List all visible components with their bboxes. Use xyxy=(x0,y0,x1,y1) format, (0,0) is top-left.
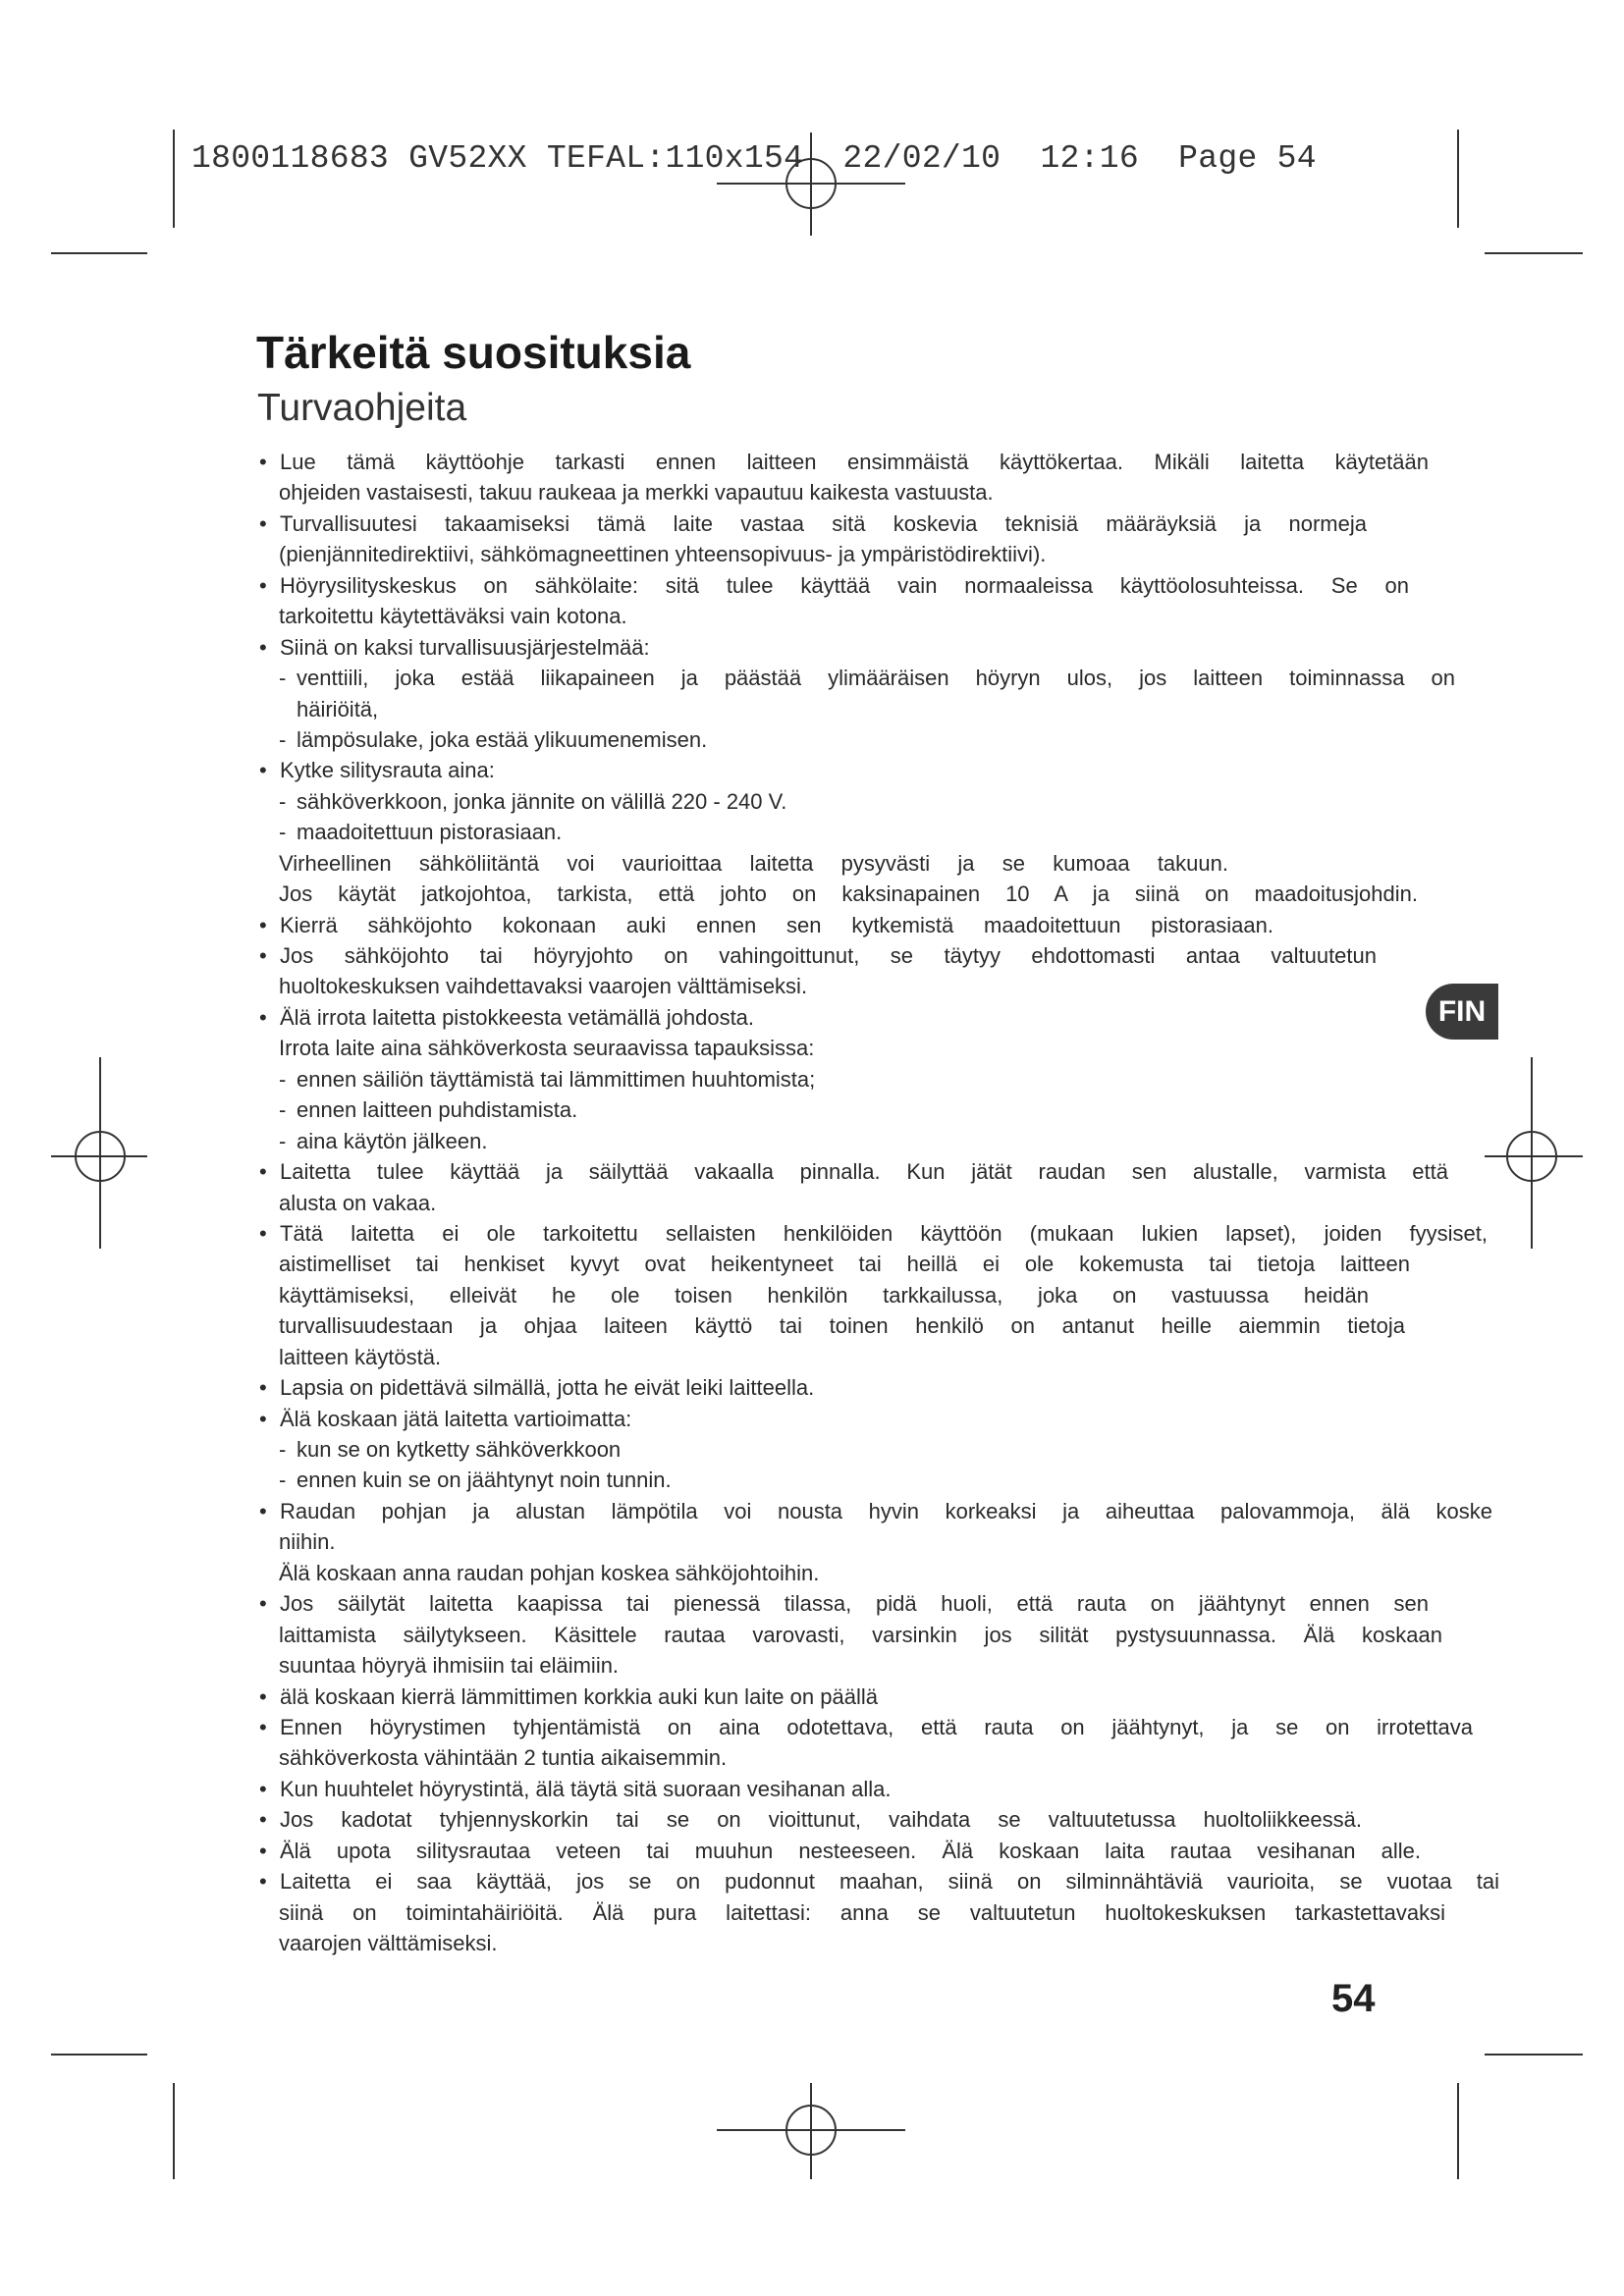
item-text: vaarojen välttämiseksi. xyxy=(279,1931,498,1955)
item-text: suuntaa höyryä ihmisiin tai eläimiin. xyxy=(279,1653,620,1679)
item-line xyxy=(0,1836,1624,1866)
dash-marker: - xyxy=(279,1468,287,1493)
item-text: ohjeiden vastaisesti, takuu raukeaa ja merkki vapautuu kaikesta vastuusta. xyxy=(279,480,994,506)
dash-marker: - xyxy=(279,1437,287,1462)
item-text: Raudan pohjan ja alustan lämpötila voi nousta hyvin korkeaksi ja aiheuttaa palovammoja, älä koske xyxy=(280,1498,1492,1523)
bullet-marker: • xyxy=(259,1683,267,1709)
item-line xyxy=(0,1156,1624,1187)
bullet-marker: • xyxy=(259,1159,267,1185)
sub-item-line xyxy=(0,1434,1624,1465)
item-line xyxy=(0,1310,1624,1341)
bullet-marker: • xyxy=(259,1838,267,1863)
sub-item-line xyxy=(0,817,1624,847)
dash-marker: - xyxy=(279,1066,287,1092)
safety-item xyxy=(0,1712,1624,1774)
item-text: aistimelliset tai henkiset kyvyt ovat heikentyneet tai heillä ei ole kokemusta tai tietoja laitteen xyxy=(279,1252,1410,1277)
page-number: 54 xyxy=(1331,1977,1376,2020)
safety-instructions xyxy=(0,447,1624,1958)
item-line xyxy=(0,1526,1624,1557)
safety-item xyxy=(0,570,1624,632)
item-text: Älä koskaan jätä laitetta vartioimatta: xyxy=(280,1406,632,1431)
item-text: Höyrysilityskeskus on sähkölaite: sitä tulee käyttää vain normaaleissa käyttöolosuhteissa. Se on xyxy=(280,572,1409,598)
item-text: Turvallisuutesi takaamiseksi tämä laite vastaa sitä koskevia teknisiä määräyksiä ja normeja xyxy=(280,510,1367,536)
item-text: alusta on vakaa. xyxy=(279,1190,437,1215)
item-line xyxy=(0,1558,1624,1588)
item-line xyxy=(0,1188,1624,1218)
item-line xyxy=(0,1620,1624,1650)
item-text: tarkoitettu käytettäväksi vain kotona. xyxy=(279,604,627,629)
bullet-marker: • xyxy=(259,1375,267,1401)
item-line xyxy=(0,971,1624,1001)
item-line xyxy=(0,601,1624,631)
bullet-marker: • xyxy=(259,510,267,536)
sub-item-text: kun se on kytketty sähköverkkoon xyxy=(297,1437,622,1462)
item-text: älä koskaan kierrä lämmittimen korkkia auki kun laite on päällä xyxy=(280,1683,878,1709)
item-line xyxy=(0,1742,1624,1773)
safety-item xyxy=(0,632,1624,756)
item-line xyxy=(0,1650,1624,1681)
item-line xyxy=(0,910,1624,940)
safety-item xyxy=(0,1002,1624,1156)
item-text: Jos säilytät laitetta kaapissa tai pienessä tilassa, pidä huoli, että rauta on jäähtynyt ennen sen xyxy=(280,1591,1429,1617)
item-text: Laitetta ei saa käyttää, jos se on pudonnut maahan, siinä on silminnähtäviä vaurioita, se vuotaa tai xyxy=(280,1869,1499,1895)
safety-item xyxy=(0,1496,1624,1588)
item-line xyxy=(0,477,1624,507)
sub-item-text: aina käytön jälkeen. xyxy=(297,1128,488,1153)
item-text: Lue tämä käyttöohje tarkasti ennen laitteen ensimmäistä käyttökertaa. Mikäli laitetta käytetään xyxy=(280,450,1429,474)
sub-item-text: ennen kuin se on jäähtynyt noin tunnin. xyxy=(297,1468,672,1493)
item-text: Jos kadotat tyhjennyskorkin tai se on vioittunut, vaihdata se valtuutetussa huoltoliikkeessä. xyxy=(280,1807,1362,1833)
bullet-marker: • xyxy=(259,943,267,968)
sub-item-text: venttiili, joka estää liikapaineen ja päästää ylimääräisen höyryn ulos, jos laitteen toiminnassa on xyxy=(297,666,1455,691)
item-text: turvallisuudestaan ja ohjaa laiteen käyttö tai toinen henkilö on antanut heille aiemmin tietoja xyxy=(279,1313,1405,1339)
page-title: Tärkeitä suosituksia xyxy=(256,327,691,378)
sub-item-line xyxy=(0,663,1624,693)
dash-marker: - xyxy=(279,1128,287,1153)
item-line xyxy=(0,1404,1624,1434)
section-subtitle: Turvaohjeita xyxy=(257,387,467,429)
item-line xyxy=(0,539,1624,569)
item-text: laittamista säilytykseen. Käsittele rautaa varovasti, varsinkin jos silität pystysuunnassa. Älä koskaan xyxy=(279,1622,1442,1647)
sub-item-line xyxy=(0,1064,1624,1095)
item-line xyxy=(0,1002,1624,1033)
bullet-marker: • xyxy=(259,1406,267,1431)
item-line xyxy=(0,1588,1624,1619)
item-line xyxy=(0,570,1624,601)
item-line xyxy=(0,940,1624,971)
item-text: niihin. xyxy=(279,1529,336,1555)
bullet-marker: • xyxy=(259,1498,267,1523)
sub-item-text: ennen säiliön täyttämistä tai lämmittimen huuhtomista; xyxy=(297,1066,816,1092)
sub-item-line xyxy=(0,1465,1624,1495)
sub-item-text: ennen laitteen puhdistamista. xyxy=(297,1097,578,1123)
item-line xyxy=(0,508,1624,539)
print-slug: 1800118683 GV52XX TEFAL:110x154 22/02/10 12:16 Page 54 xyxy=(191,140,1317,177)
item-line xyxy=(0,1866,1624,1896)
item-line xyxy=(0,755,1624,785)
safety-item xyxy=(0,447,1624,508)
item-text: Jos käytät jatkojohtoa, tarkista, että johto on kaksinapainen 10 A ja siinä on maadoitusjohdin. xyxy=(279,881,1418,907)
item-line xyxy=(0,1342,1624,1372)
bullet-marker: • xyxy=(259,1004,267,1030)
item-text: Ennen höyrystimen tyhjentämistä on aina odotettava, että rauta on jäähtynyt, ja se on irrotettava xyxy=(280,1714,1473,1739)
sub-item-text: sähköverkkoon, jonka jännite on välillä 220 - 240 V. xyxy=(297,788,787,814)
safety-item xyxy=(0,1682,1624,1712)
bullet-marker: • xyxy=(259,1220,267,1246)
item-line xyxy=(0,1897,1624,1928)
item-text: huoltokeskuksen vaihdettavaksi vaarojen välttämiseksi. xyxy=(279,974,808,999)
bullet-marker: • xyxy=(259,1776,267,1801)
item-line xyxy=(0,879,1624,909)
item-text: sähköverkosta vähintään 2 tuntia aikaisemmin. xyxy=(279,1745,728,1771)
item-line xyxy=(0,1249,1624,1279)
bullet-marker: • xyxy=(259,1591,267,1617)
item-text: Kun huuhtelet höyrystintä, älä täytä sitä suoraan vesihanan alla. xyxy=(280,1776,892,1801)
bullet-marker: • xyxy=(259,1807,267,1833)
registration-mark-bottom xyxy=(717,2083,905,2179)
item-text: Laitetta tulee käyttää ja säilyttää vakaalla pinnalla. Kun jätät raudan sen alustalle, varmista että xyxy=(280,1159,1448,1185)
bullet-marker: • xyxy=(259,450,267,474)
bullet-marker: • xyxy=(259,758,267,783)
dash-marker: - xyxy=(279,820,287,845)
item-text: Lapsia on pidettävä silmällä, jotta he eivät leiki laitteella. xyxy=(280,1375,815,1401)
item-text: Kierrä sähköjohto kokonaan auki ennen sen kytkemistä maadoitettuun pistorasiaan. xyxy=(280,912,1273,937)
bullet-marker: • xyxy=(259,912,267,937)
item-text: Jos sähköjohto tai höyryjohto on vahingoittunut, se täytyy ehdottomasti antaa valtuutetun xyxy=(280,943,1377,968)
item-line xyxy=(0,632,1624,663)
sub-item-text: häiriöitä, xyxy=(297,696,379,721)
item-line xyxy=(0,1682,1624,1712)
sub-item-text: lämpösulake, joka estää ylikuumenemisen. xyxy=(297,726,708,752)
item-text: Älä upota silitysrautaa veteen tai muuhun nesteeseen. Älä koskaan laita rautaa vesihanan alle. xyxy=(280,1838,1421,1863)
item-text: Älä irrota laitetta pistokkeesta vetämällä johdosta. xyxy=(280,1004,755,1030)
safety-item xyxy=(0,1156,1624,1218)
safety-item xyxy=(0,1588,1624,1681)
safety-item xyxy=(0,940,1624,1002)
dash-marker: - xyxy=(279,1097,287,1123)
item-text: Älä koskaan anna raudan pohjan koskea sähköjohtoihin. xyxy=(279,1560,820,1585)
sub-item-line xyxy=(0,694,1624,724)
safety-item xyxy=(0,1804,1624,1835)
item-line xyxy=(0,848,1624,879)
item-text: käyttämiseksi, elleivät he ole toisen henkilön tarkkailussa, joka on vastuussa heidän xyxy=(279,1282,1369,1308)
safety-item xyxy=(0,1404,1624,1496)
safety-item xyxy=(0,508,1624,570)
safety-item xyxy=(0,1218,1624,1372)
sub-item-line xyxy=(0,786,1624,817)
item-text: laitteen käytöstä. xyxy=(279,1344,442,1369)
dash-marker: - xyxy=(279,666,287,691)
item-text: (pienjännitedirektiivi, sähkömagneettinen yhteensopivuus- ja ympäristödirektiivi). xyxy=(279,542,1047,567)
item-line xyxy=(0,1496,1624,1526)
item-text: Tätä laitetta ei ole tarkoitettu sellaisten henkilöiden käyttöön (mukaan lukien lapset), joiden fyysiset, xyxy=(280,1220,1488,1246)
bullet-marker: • xyxy=(259,1714,267,1739)
item-line xyxy=(0,1928,1624,1958)
item-line xyxy=(0,1033,1624,1063)
sub-item-text: maadoitettuun pistorasiaan. xyxy=(297,820,563,845)
item-line xyxy=(0,1372,1624,1403)
bullet-marker: • xyxy=(259,1869,267,1895)
dash-marker: - xyxy=(279,788,287,814)
bullet-marker: • xyxy=(259,634,267,660)
sub-item-line xyxy=(0,724,1624,755)
item-text: Kytke silitysrauta aina: xyxy=(280,758,495,783)
item-line xyxy=(0,1774,1624,1804)
item-text: Irrota laite aina sähköverkosta seuraavissa tapauksissa: xyxy=(279,1036,815,1061)
bullet-marker: • xyxy=(259,572,267,598)
language-tab: FIN xyxy=(1426,984,1498,1040)
item-line xyxy=(0,1712,1624,1742)
safety-item xyxy=(0,755,1624,909)
item-text: Virheellinen sähköliitäntä voi vaurioittaa laitetta pysyvästi ja se kumoaa takuun. xyxy=(279,850,1228,876)
safety-item xyxy=(0,910,1624,940)
safety-item xyxy=(0,1866,1624,1958)
safety-item xyxy=(0,1774,1624,1804)
item-line xyxy=(0,1804,1624,1835)
dash-marker: - xyxy=(279,726,287,752)
item-text: Siinä on kaksi turvallisuusjärjestelmää: xyxy=(280,634,650,660)
safety-item xyxy=(0,1836,1624,1866)
sub-item-line xyxy=(0,1095,1624,1125)
item-line xyxy=(0,1280,1624,1310)
item-text: siinä on toimintahäiriöitä. Älä pura laitettasi: anna se valtuutetun huoltokeskuksen tarkastettavaksi xyxy=(279,1899,1445,1925)
safety-item xyxy=(0,1372,1624,1403)
item-line xyxy=(0,447,1624,477)
sub-item-line xyxy=(0,1126,1624,1156)
item-line xyxy=(0,1218,1624,1249)
